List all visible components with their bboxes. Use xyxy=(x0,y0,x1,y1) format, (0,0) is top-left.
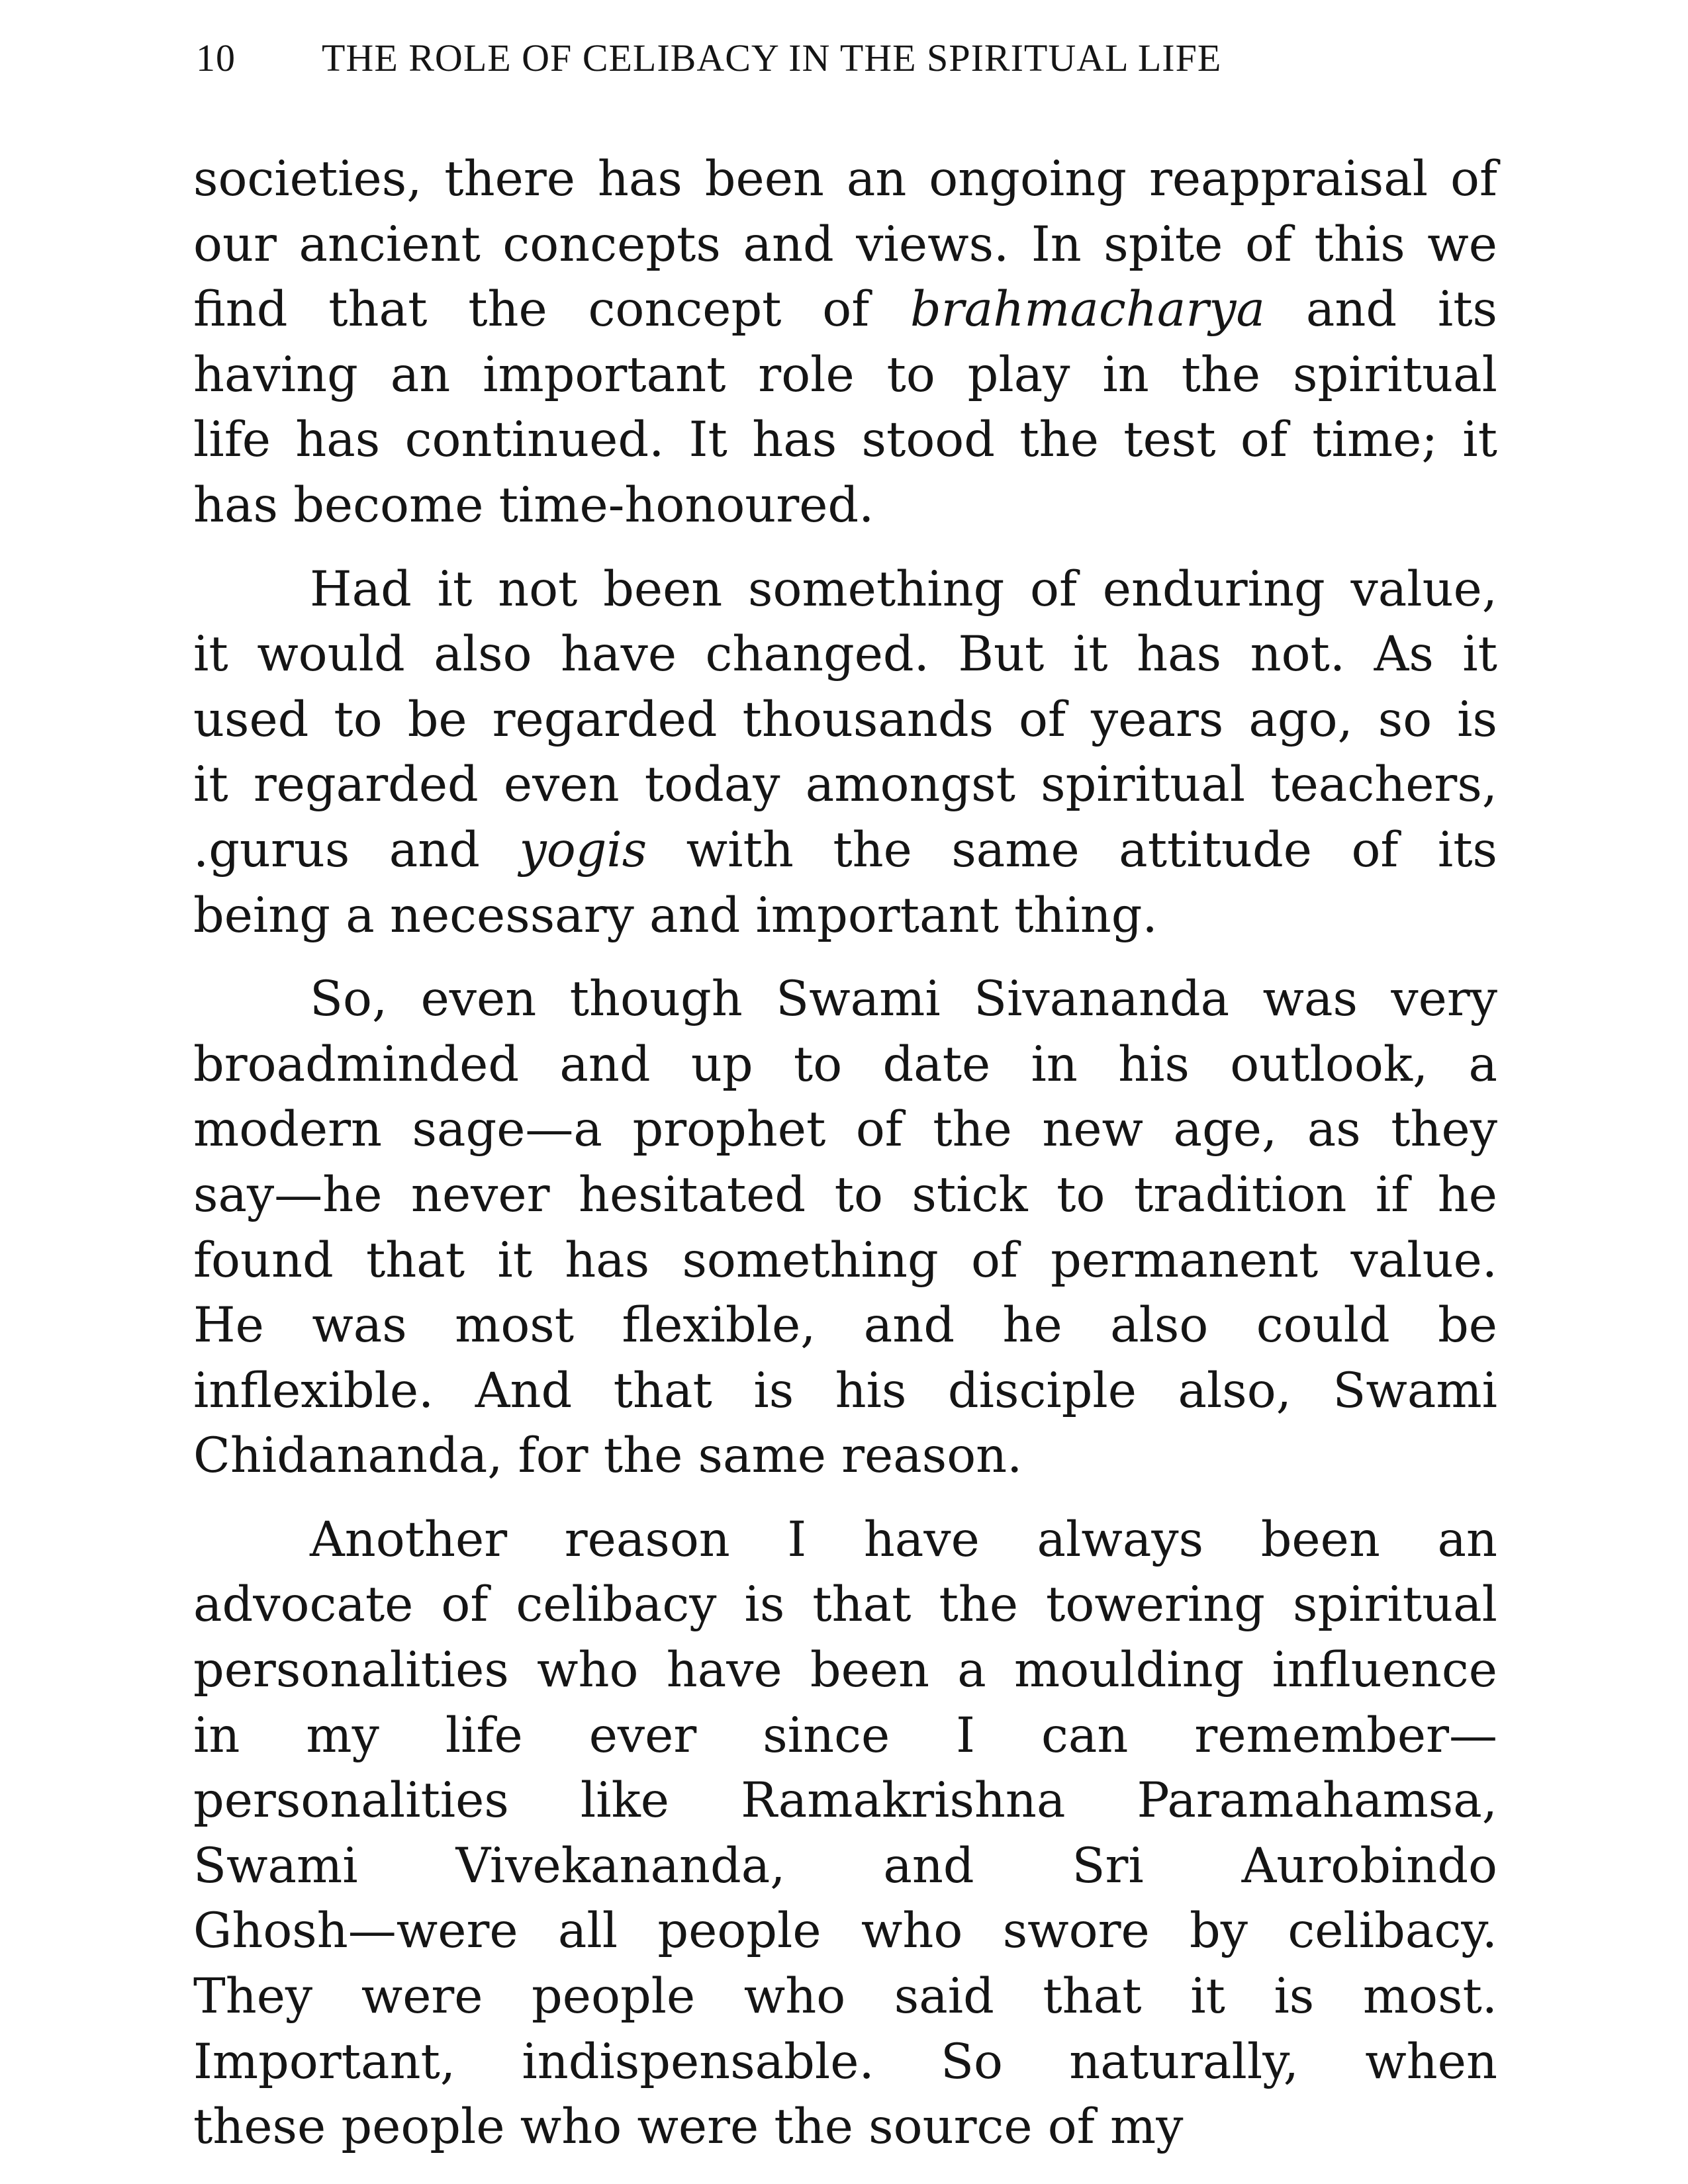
text-line: these people who were the source of my xyxy=(193,2099,1184,2156)
text-line: Had it not been something of enduring value, xyxy=(310,561,1497,617)
book-title: THE ROLE OF CELIBACY IN THE SPIRITUAL LIFE xyxy=(322,36,1222,79)
text-line: say—he never hesitated to stick to tradition if he xyxy=(193,1166,1497,1223)
text-run: find that the concept of xyxy=(193,281,911,338)
text-line: having an important role to play in the spiritual xyxy=(193,346,1497,403)
page-number: 10 xyxy=(196,36,236,79)
body-text xyxy=(193,147,1497,2160)
paragraph xyxy=(193,147,1497,539)
italic-term: yogis xyxy=(519,821,647,878)
text-line: our ancient concepts and views. In spite of this we xyxy=(193,216,1497,273)
paragraph xyxy=(193,967,1497,1489)
text-line: personalities like Ramakrishna Paramahamsa, xyxy=(193,1772,1497,1829)
text-line: Important, indispensable. So naturally, when xyxy=(193,2033,1497,2090)
text-line: societies, there has been an ongoing reappraisal of xyxy=(193,151,1497,207)
text-line: They were people who said that it is most. xyxy=(193,1968,1497,2025)
text-line: modern sage—a prophet of the new age, as they xyxy=(193,1101,1497,1158)
text-line: Another reason I have always been an xyxy=(310,1511,1497,1568)
text-run: and its xyxy=(1265,281,1498,338)
text-line: life has continued. It has stood the test of time; it xyxy=(193,412,1497,469)
italic-term: brahmacharya xyxy=(910,281,1266,338)
text-line: broadminded and up to date in his outlook, a xyxy=(193,1036,1497,1093)
text-line: Swami Vivekananda, and Sri Aurobindo xyxy=(193,1837,1497,1894)
text-line: in my life ever since I can remember— xyxy=(193,1707,1497,1764)
text-line: has become time-honoured. xyxy=(193,477,874,533)
text-line: it would also have changed. But it has not. As it xyxy=(193,626,1497,683)
text-line: He was most flexible, and he also could be xyxy=(193,1297,1497,1354)
paragraph xyxy=(193,1508,1497,2160)
text-line: inflexible. And that is his disciple also, Swami xyxy=(193,1362,1497,1419)
text-line: So, even though Swami Sivananda was very xyxy=(310,971,1497,1028)
text-line: advocate of celibacy is that the towering spiritual xyxy=(193,1576,1497,1633)
text-line: Ghosh—were all people who swore by celibacy. xyxy=(193,1903,1497,1960)
text-line xyxy=(193,277,1497,343)
text-line: it regarded even today amongst spiritual teachers, xyxy=(193,756,1497,813)
text-run: with the same attitude of its xyxy=(647,821,1498,878)
text-run: .gurus and xyxy=(193,821,520,878)
text-line: personalities who have been a moulding influence xyxy=(193,1642,1497,1699)
running-head xyxy=(196,32,1387,85)
text-line xyxy=(193,818,1497,884)
text-line: found that it has something of permanent value. xyxy=(193,1232,1497,1289)
text-line: being a necessary and important thing. xyxy=(193,887,1158,944)
text-line: Chidananda, for the same reason. xyxy=(193,1428,1023,1484)
text-line: used to be regarded thousands of years ago, so is xyxy=(193,691,1497,748)
paragraph xyxy=(193,557,1497,949)
